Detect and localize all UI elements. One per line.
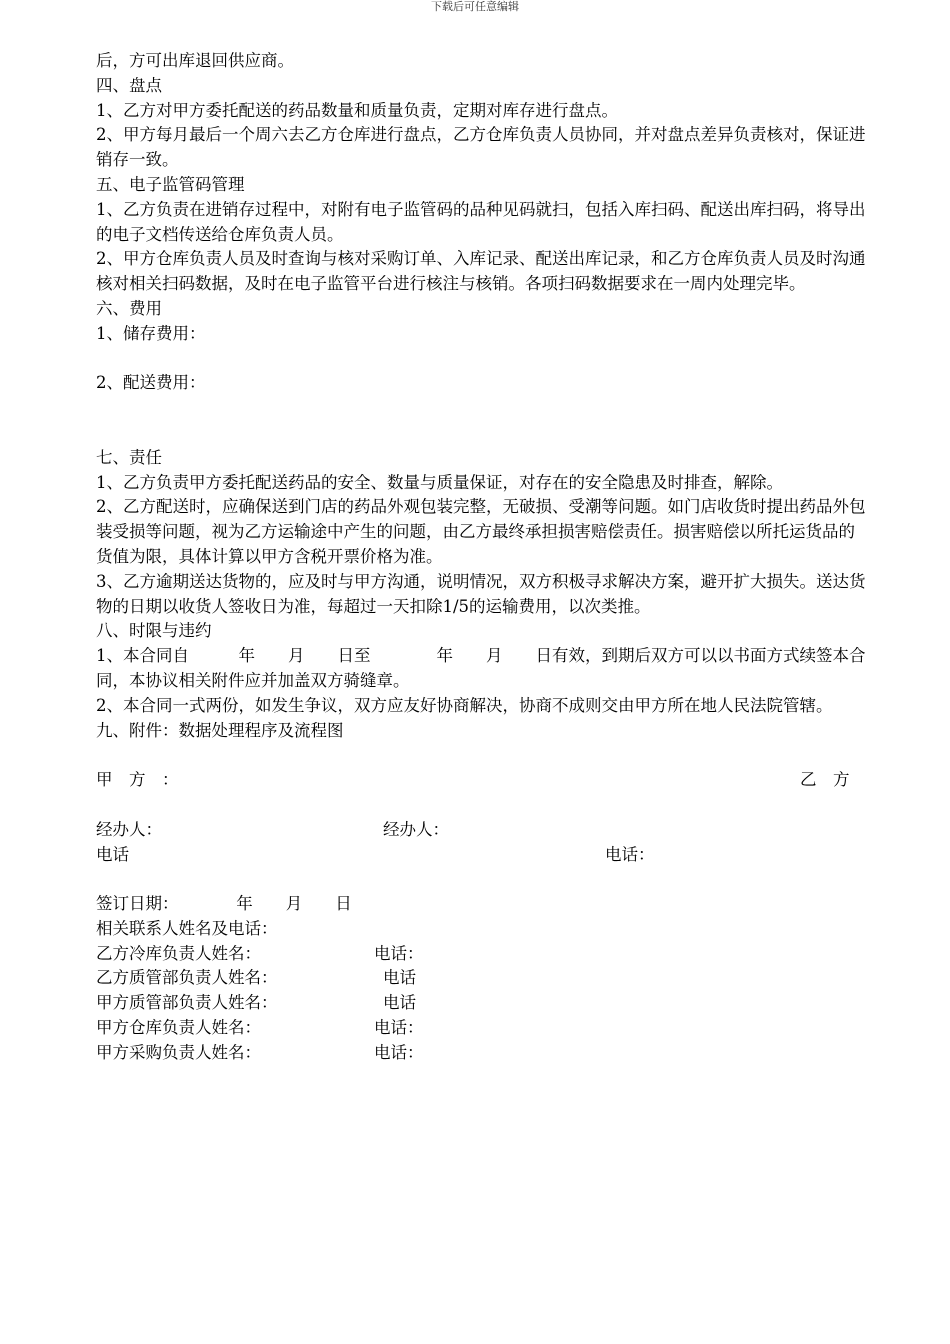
- phone-row: [96, 843, 866, 868]
- party-a-label: 甲 方 ：: [96, 770, 179, 790]
- paragraph: 2、甲方每月最后一个周六去乙方仓库进行盘点，乙方仓库负责人员协同，并对盘点差异负责核对，保证进销存一致。: [96, 125, 866, 170]
- contact-row: [96, 966, 866, 991]
- contact-name-label: 甲方采购负责人姓名：: [96, 1042, 261, 1062]
- delivery-fee-line: 2、配送费用：: [96, 373, 206, 393]
- contact-name-label: 乙方质管部负责人姓名：: [96, 968, 278, 988]
- paragraph: 八、时限与违约: [96, 621, 212, 641]
- paragraph: 四、盘点: [96, 75, 162, 95]
- paragraph: 五、电子监管码管理: [96, 174, 245, 194]
- contact-phone-label: 电话：: [374, 1042, 424, 1062]
- paragraph: 1、乙方负责甲方委托配送药品的安全、数量与质量保证，对存在的安全隐患及时排查，解除。: [96, 472, 783, 492]
- paragraph: 九、附件：数据处理程序及流程图: [96, 720, 344, 740]
- paragraph: 1、本合同自 年 月 日至 年 月 日有效，到期后双方可以以书面方式续签本合同，本协议相关附件应并加盖双方骑缝章。: [96, 646, 866, 690]
- paragraph: 六、费用: [96, 298, 162, 318]
- phone-a-label: 电话: [96, 844, 129, 864]
- paragraph: 3、乙方逾期送达货物的，应及时与甲方沟通，说明情况，双方积极寻求解决方案，避开扩大损失。送达货物的日期以收货人签收日为准，每超过一天扣除1/5的运输费用，以次类推。: [96, 571, 866, 616]
- party-b-label: 乙 方: [800, 770, 850, 790]
- contract-body: [96, 49, 866, 1066]
- paragraph: 2、本合同一式两份，如发生争议，双方应友好协商解决，协商不成则交由甲方所在地人民法院管辖。: [96, 695, 833, 715]
- paragraph: 1、储存费用：: [96, 323, 206, 343]
- party-row: [96, 768, 866, 793]
- contact-phone-label: 电话: [383, 968, 416, 988]
- paragraph: 1、乙方负责在进销存过程中，对附有电子监管码的品种见码就扫，包括入库扫码、配送出库扫码，将导出的电子文档传送给仓库负责人员。: [96, 199, 866, 244]
- sign-date: 签订日期： 年 月 日: [96, 894, 352, 914]
- phone-b-label: 电话：: [605, 844, 655, 864]
- paragraph: 后，方可出库退回供应商。: [96, 51, 294, 70]
- contact-row: [96, 1041, 866, 1066]
- paragraph: 2、甲方仓库负责人员及时查询与核对采购订单、入库记录、配送出库记录，和乙方仓库负责人员及时沟通核对相关扫码数据，及时在电子监管平台进行核注与核销。各项扫码数据要求在一周内处理完毕。: [96, 249, 866, 294]
- contact-name-label: 乙方冷库负责人姓名：: [96, 943, 261, 963]
- section-liability-term-attachment: [96, 446, 866, 744]
- contact-row: [96, 942, 866, 967]
- paragraph: 2、乙方配送时，应确保送到门店的药品外观包装完整，无破损、受潮等问题。如门店收货时提出药品外包装受损等问题，视为乙方运输途中产生的问题，由乙方最终承担损害赔偿责任。损害赔偿以所托运货品的货值为限，具体计算以甲方含税开票价格为准。: [96, 497, 866, 566]
- paragraph: 1、乙方对甲方委托配送的药品数量和质量负责，定期对库存进行盘点。: [96, 100, 618, 120]
- contact-name-label: 甲方质管部负责人姓名：: [96, 993, 278, 1013]
- contact-phone-label: 电话：: [374, 1018, 424, 1038]
- contacts-title: 相关联系人姓名及电话：: [96, 918, 278, 938]
- contact-row: [96, 1016, 866, 1041]
- contact-phone-label: 电话：: [374, 943, 424, 963]
- agent-a-label: 经办人：: [96, 819, 162, 839]
- agent-b-label: 经办人：: [383, 819, 449, 839]
- contact-phone-label: 电话: [383, 993, 416, 1013]
- page-header: 下载后可任意编辑: [431, 0, 519, 13]
- section-inventory-ecode-fees: [96, 49, 866, 347]
- contact-name-label: 甲方仓库负责人姓名：: [96, 1018, 261, 1038]
- agent-row: [96, 818, 866, 843]
- contact-row: [96, 991, 866, 1016]
- paragraph: 七、责任: [96, 447, 162, 467]
